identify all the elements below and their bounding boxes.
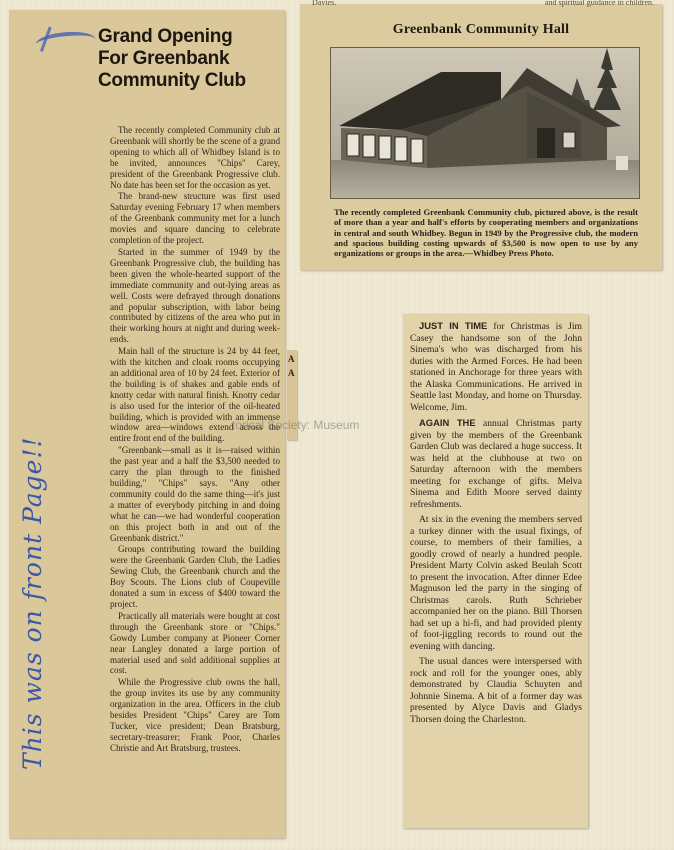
article-paragraph: "Greenbank—small as it is—raised within the past year and a half the $3,500 needed to carry the plan through to the finished building," "Chips" says. "Any other community could do the same thing—it's just a matter of everybody pitching in and doing what he can—we had wonderful cooperation on this project both in and out of the Greenbank district.": [110, 445, 280, 543]
top-strip: [300, 0, 662, 8]
headline-line-2: For Greenbank: [98, 48, 230, 69]
watermark: torical Society: Museum: [232, 418, 360, 432]
news-item: [410, 320, 582, 413]
article-paragraph: Started in the summer of 1949 by the Greenbank Progressive club, the building has been given the whole-hearted support of the immediate community and out-lying areas as well. Costs were defrayed through donations and popular subscription, with labor being contributed by citizens of the area who put in their working hours at night and during week-ends.: [110, 246, 280, 345]
top-strip-right: and spiritual guidance in children.: [544, 0, 654, 7]
article-paragraph: While the Progressive club owns the hall, the group invites its use by any community organization in the area. Officers in the club besides President "Chips" Carey are Tom Tucker, vice president; Dean Bratsburg, secretary-treasurer; Frank Poor, Charles Christie and Art Bratsburg, trustees.: [110, 677, 280, 753]
clipping-fragment: A A: [287, 350, 297, 440]
news-item-text: for Christmas is Jim Casey the handsome son of the John Sinema's who was discharged from his duties with the Armed Forces. He had been stationed in Anchorage for three years with the Alaska Communications. He arrived in Seattle last Monday, and home on Thursday. Welcome, Jim.: [410, 321, 582, 413]
headline-line-1: Grand Opening: [98, 26, 233, 47]
news-item-text: The usual dances were interspersed with rock and roll for the younger ones, ably demonstrated by Claudia Schuyten and Johnnie Sinema. A bit of a former day was presented by Alyce Davis and Gladys Thorsen doing the Charleston.: [410, 656, 582, 725]
top-strip-left: Davies.: [312, 0, 337, 7]
article-body: [110, 125, 280, 755]
news-item: [410, 417, 582, 510]
handwritten-note: This was on front Page!!: [18, 436, 47, 770]
article-headline: [98, 26, 278, 92]
news-column: [410, 320, 582, 729]
news-item-lead: AGAIN THE: [419, 417, 476, 428]
photo-caption: The recently completed Greenbank Community club, pictured above, is the result of more than a year and half's efforts by cooperating members and organizations in central and south Whidbey. Begun in 1949 by the Progressive club, the modern and spacious building costing upwards of $3,500 is now open to use by any organizations or groups in the area.—Whidbey Press Photo.: [334, 207, 638, 259]
news-item-text: annual Christmas party given by the members of the Greenbank Garden Club was declared a huge success. It was held at the clubhouse at two on Saturday afternoon with the members meeting for exchange of gifts. Melva Sinema and Edith Moore served dainty refreshments.: [410, 418, 583, 510]
photo-title: Greenbank Community Hall: [392, 22, 570, 37]
headline-line-3: Community Club: [98, 70, 246, 91]
article-paragraph: Groups contributing toward the building were the Greenbank Garden Club, the Ladies Sewing Club, the Greenbank church and the Boy Scouts. The Lions club of Coupeville donated a sum in excess of $400 toward the project.: [110, 544, 280, 609]
news-item-text: At six in the evening the members served a turkey dinner with the usual fixings, of course, to members of their families, a goodly crowd of nearly a hundred people. President Marty Colvin asked Beulah Scott to present the invocation. After dinner Edee Magnuson led the party in the singing of Christmas carols. Ruth Schrieber accompanied her on the piano. Bill Thorsen had set up a hi-fi, and had provided plenty of foot-jiggling records to round out the evening with dancing.: [410, 514, 582, 652]
article-paragraph: The recently completed Community club at Greenbank will shortly be the scene of a grand opening to which all of Whidbey Island is to be invited, announces "Chips" Carey, president of the Greenbank Progressive club. No date has been set for the occasion as yet.: [110, 125, 280, 190]
community-hall-photo: [330, 47, 640, 199]
news-item-lead: JUST IN TIME: [419, 320, 488, 331]
news-item: [410, 656, 582, 725]
article-paragraph: The brand-new structure was first used Saturday evening February 17 when members of the Greenbank community met for a lunch movies and square dancing to celebrate completion of the project.: [110, 191, 280, 246]
article-paragraph: Main hall of the structure is 24 by 44 feet, with the kitchen and cloak rooms occupying an additional area of 10 by 24 feet. Exterior of the building is of shakes and gable ends of knotty cedar with natural finish. Knotty cedar is also used for the interior of the oil-heated building, which is provided with an immense window area—windows extend across the entire front end of the building.: [110, 346, 280, 444]
article-paragraph: Practically all materials were bought at cost through the Greenbank store or "Chips." Gowdy Lumber company at Pioneer Corner near Langley donated a large portion of material used and sold additional supplies at cost.: [110, 610, 280, 676]
news-item: [410, 514, 582, 652]
